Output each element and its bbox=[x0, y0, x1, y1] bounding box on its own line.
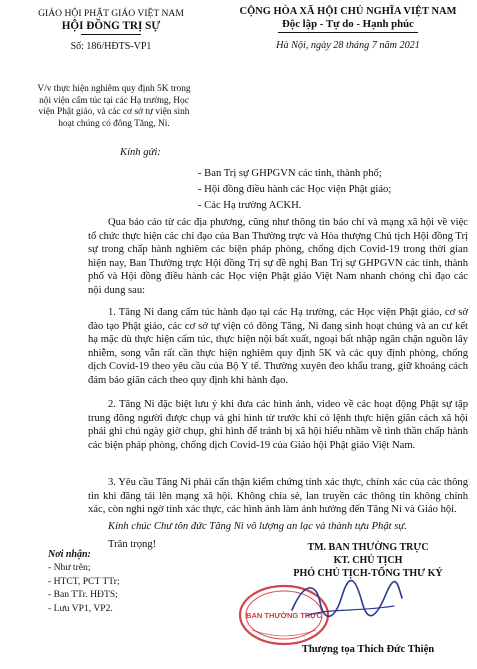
recipient-list bbox=[198, 166, 391, 215]
nation-title: CỘNG HÒA XÃ HỘI CHỦ NGHĨA VIỆT NAM bbox=[239, 6, 457, 17]
sign-line-2: KT. CHỦ TỊCH bbox=[333, 554, 403, 566]
subject-line: viện Phật giáo, và các cơ sở tự viện sinh bbox=[38, 107, 190, 118]
paragraph-intro: Qua báo cáo từ các địa phương, cũng như thông tin báo chí và mạng xã hội về việc tổ chức thực hiện các chỉ đạo của Ban Thường trực và Hòa thượng Chủ tịch Hội đồng Trị sự trong chấp hành nghiêm các biện pháp phòng, chống dịch Covid-19 trong thời gian hiện nay, Ban Thường trực Hội đồng Trị sự đề nghị Ban Trị sự GHPGVN các tỉnh, thành phố và Hội đồng điều hành các Học viện Phật giáo Việt Nam nhanh chóng chỉ đạo các nội dung sau: bbox=[88, 217, 468, 296]
distribution-title: Nơi nhận: bbox=[48, 549, 91, 560]
closing-regards: Trân trọng! bbox=[108, 538, 157, 550]
dateline: Hà Nội, ngày 28 tháng 7 năm 2021 bbox=[276, 40, 420, 51]
closing-wish: Kính chúc Chư tôn đức Tăng Ni vô lượng an lạc và thành tựu Phật sự. bbox=[108, 521, 407, 532]
subject-line: nội viện cấm túc tại các Hạ trường, Học bbox=[39, 95, 189, 106]
distribution-item: - Như trên; bbox=[48, 562, 91, 574]
paragraph-item-3: 3. Yêu cầu Tăng Ni phải cẩn thận kiểm chứng tính xác thực, chính xác của các thông tin khi đăng tải lên mạng xã hội. Không chia sẻ, lan truyền các thông tin không chính xác, còn nghi ngờ tính xác thực, các hình ảnh làm ảnh hưởng đến Tăng Ni và Giáo hội. bbox=[88, 477, 468, 516]
recipient-item: - Các Hạ trường ACKH. bbox=[198, 200, 302, 212]
body-item-2 bbox=[88, 398, 468, 452]
subject-summary bbox=[14, 84, 214, 130]
distribution-item: - Lưu VP1, VP2. bbox=[48, 602, 113, 614]
distribution-item: - Ban TTr. HĐTS; bbox=[48, 589, 118, 601]
distribution-list bbox=[48, 548, 120, 615]
header-rule-left bbox=[81, 34, 141, 35]
seal-text: BAN THƯỜNG TRỰC bbox=[246, 611, 322, 620]
recipient-item: - Hội đồng điều hành các Học viện Phật giáo; bbox=[198, 184, 392, 196]
sign-line-3: PHÓ CHỦ TỊCH-TỔNG THƯ KÝ bbox=[293, 567, 443, 579]
subject-line: V/v thực hiện nghiêm quy định 5K trong bbox=[37, 84, 191, 94]
national-motto: Độc lập - Tự do - Hạnh phúc bbox=[282, 18, 414, 30]
paragraph-item-2: 2. Tăng Ni đặc biệt lưu ý khi đưa các hình ảnh, video về các hoạt động Phật sự tập trung đông người được chụp và ghi hình từ trước khi có lệnh thực hiện giãn cách xã hội phải ghi chú ngày giờ chụp, ghi hình để tránh bị xã hội hiểu nhầm về tình thần chấp hành các biện pháp phòng, chống dịch Covid-19 của Giáo hội Phật giáo Việt Nam. bbox=[88, 399, 468, 451]
distribution-item: - HTCT, PCT TTr; bbox=[48, 575, 120, 587]
paragraph-item-1: 1. Tăng Ni đang cấm túc hành đạo tại các Hạ trường, các Học viện Phật giáo, cơ sở đào tạo Phật giáo, các cơ sở tự viện có đông Tăng, Ni đang sinh hoạt chúng và an cư kết hạ mặc dù thực hiện cấm túc, thực hiện nội bất xuất, ngoại bất nhập ngăn chặn nguồn lây nhiễm, song vẫn rất cần thực hiện nghiêm quy định 5K và các quy định phòng, chống dịch Covid-19 theo yêu cầu của Bộ Y tế. Thường xuyên đeo khẩu trang, giữ khoảng cách đảm bảo giãn cách theo quy định khi hành đạo. bbox=[88, 307, 468, 386]
subject-line: hoạt chúng có đông Tăng, Ni. bbox=[58, 118, 170, 129]
signer-name: Thượng tọa Thích Đức Thiện bbox=[301, 644, 435, 655]
national-header bbox=[222, 6, 474, 51]
issuer-header bbox=[6, 8, 216, 52]
recipient-item: - Ban Trị sự GHPGVN các tỉnh, thành phố; bbox=[198, 168, 382, 179]
body-item-3 bbox=[88, 476, 468, 517]
body-intro bbox=[88, 216, 468, 298]
document-number: Số: 186/HĐTS-VP1 bbox=[70, 41, 152, 52]
handwritten-signature-icon bbox=[286, 572, 406, 632]
issuer-org: GIÁO HỘI PHẬT GIÁO VIỆT NAM bbox=[38, 8, 184, 19]
issuer-council: HỘI ĐỒNG TRỊ SỰ bbox=[61, 20, 161, 32]
sign-line-1: TM. BAN THƯỜNG TRỰC bbox=[307, 542, 429, 553]
salutation: Kính gửi: bbox=[120, 147, 161, 158]
body-item-1 bbox=[88, 306, 468, 388]
header-rule-right bbox=[278, 32, 418, 33]
